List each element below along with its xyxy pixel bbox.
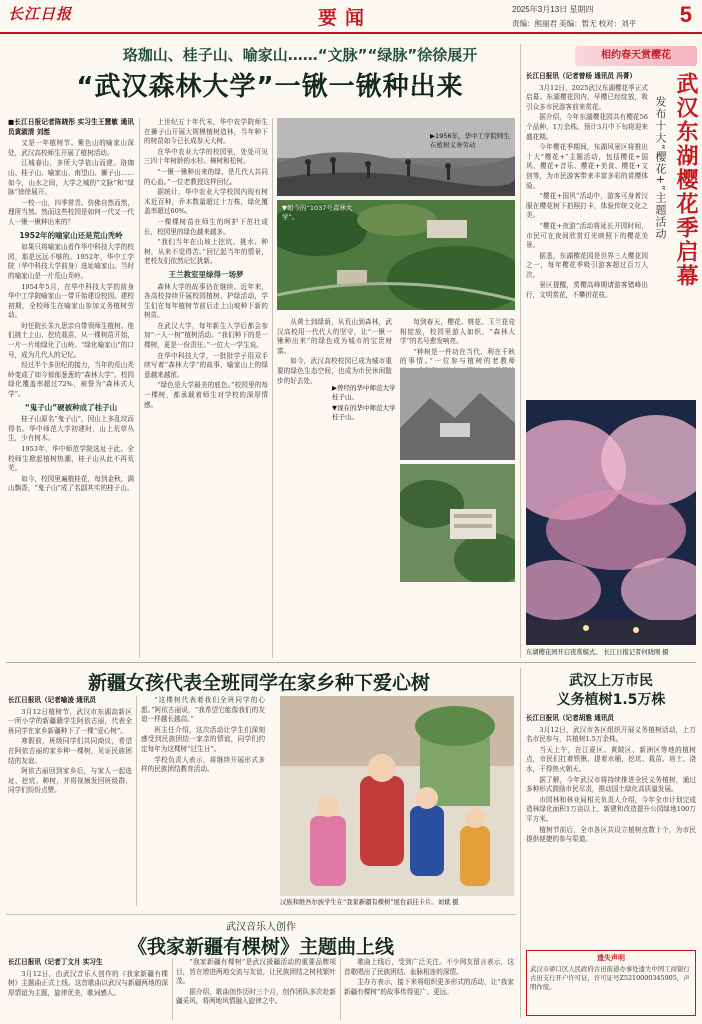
paragraph: 如今，武汉高校校园已成为城市重要的绿色生态空间，也成为市民休闲散步的好去处。 (277, 357, 392, 385)
photo-xinjiang-students (280, 696, 514, 896)
section-divider (6, 914, 516, 915)
column-rule (172, 958, 173, 1020)
paragraph: 当天上午，在江夏区、黄陂区、新洲区等地的植树点，市民们扛着铁锹、提着水桶，挖坑、栽苗、培土、浇水，干得热火朝天。 (526, 745, 696, 773)
night-blossom-image (526, 400, 696, 645)
paragraph: 经过半个多世纪的接力，当年的荒山秃岭变成了如今郁郁葱葱的“森林大学”。校园绿化覆盖率超过72%，被誉为“森林式大学”。 (8, 361, 134, 399)
paragraph: 上世纪五十年代末，华中农学院师生在狮子山开展大规模植树造林，当年种下的树苗如今已长成参天大树。 (144, 118, 268, 146)
paragraph: 3月12日植树节，武汉市东湖高新区一所小学的新疆籍学生阿依古丽，代表全班同学在家乡新疆种下了一棵“爱心树”。 (8, 707, 132, 735)
paragraph: 1953年，华中师范学院选址于此。全校师生掀起植树热潮，桂子山从此不再荒芜。 (8, 445, 134, 473)
volunteer-byline: 长江日报讯（记者胡雅 通讯员 (526, 714, 615, 722)
photo-night-cherry-blossoms (526, 400, 696, 645)
blossom-vertical-title: 武汉东湖樱花季启幕 (673, 72, 698, 288)
photo-old-guizi-mountain (400, 368, 515, 460)
paragraph: 今年樱花季期间，东湖风景区将推出十大“樱花+”主题活动，包括樱花+国风、樱花+音乐、樱花+美食、樱花+文创等，为市民游客带来丰富多彩的赏樱体验。 (526, 143, 648, 190)
paragraph: 在华中科技大学，一批批学子用双手续写着“森林大学”的故事，喻家山上的绿意越来越浓。 (144, 351, 268, 379)
volunteer-headline (526, 672, 696, 710)
paragraph: 3月12日，2025武汉东湖樱花季正式启幕。东湖樱花园内，早樱已经绽放，吸引众多市民游客前来赏花。 (526, 83, 648, 111)
paragraph: “这棵树代表着我们全班同学的心愿。”阿依古丽说，“我希望它能像我们的友谊一样越长越高。” (141, 696, 265, 724)
paragraph: “樱花+夜游”活动将延长开园时间，市民可在夜间欣赏灯光映照下的樱花美景。 (526, 221, 648, 250)
paragraph: 寒假前，班级同学们共同商议，希望在阿依古丽的家乡种一棵树，见证民族团结的友谊。 (8, 737, 132, 765)
paragraph: 在华中农业大学的校园里，处处可见三四十年树龄的水杉、樟树和松树。 (144, 147, 268, 166)
music-column-2 (176, 958, 336, 1020)
paragraph: 桂子山原名“鬼子山”，因山上多乱坟而得名。华中师范大学初建时，山上荒草丛生，少有树木。 (8, 415, 134, 443)
column-rule (139, 118, 140, 658)
page-number: 5 (679, 2, 692, 27)
photo-1956-planting (277, 118, 515, 196)
paragraph: 森林大学的故事仍在继续。近年来，各高校持续开展校园植树、护绿活动，学生们在每年植树节前后走上山坡种下新的树苗。 (144, 282, 268, 320)
music-column-1 (8, 958, 168, 1020)
xinjiang-column-2 (141, 696, 265, 906)
paragraph: “我家新疆有棵树”是武汉援疆活动的重要品牌项目，旨在增进两地交流与友谊，让民族团结之树枝繁叶茂。 (176, 958, 336, 986)
paragraph: 如今，校园里遍植桂花，每到金秋，满山飘香，“鬼子山”成了名副其实的桂子山。 (8, 474, 134, 493)
paragraph: 3月12日，由武汉音乐人创作的《我家新疆有棵树》主题曲正式上线。这首歌曲以武汉与新疆两地的深厚情谊为主题，旋律优美，歌词感人。 (8, 969, 168, 997)
column-rule (520, 668, 521, 1018)
photo-new-guizi-mountain (400, 464, 515, 582)
paragraph: 3月12日，武汉市各区组织开展义务植树活动，上万名市民参与，共植树1.5万余株。 (526, 725, 696, 744)
paragraph: 阿依古丽回到家乡后，与家人一起选址、挖坑、种树，并将视频发回班级群，同学们纷纷点赞。 (8, 767, 132, 795)
music-kicker: 武汉音乐人创作 (226, 922, 296, 933)
paragraph: 如果只将喻家山看作华中科技大学的校园，那是远远不够的。1952年，华中工学院（华中科技大学前身）选址喻家山。当时的喻家山是一片荒山秃岭。 (8, 243, 134, 280)
subhead: “鬼子山”硬被种成了桂子山 (24, 402, 118, 412)
paragraph: 主办方表示，接下来将组织更多形式的活动，让“我家新疆有棵树”的故事传得更广、更远。 (344, 978, 514, 996)
volunteer-headline-line-1: 武汉上万市民 (569, 673, 653, 689)
forest-column-2 (144, 118, 268, 658)
paragraph: 据介绍，歌曲创作历时三个月，创作团队多次赴新疆采风，将两地风情融入旋律之中。 (176, 987, 336, 1006)
paragraph: 每到春天，樱花、桃花、玉兰花竞相绽放，校园里游人如织，“森林大学”的名号愈发响亮。 (400, 318, 515, 346)
paragraph: 江城春山，多所大学依山而建。珞珈山、桂子山、喻家山、南望山、狮子山……如今，山水之间，大学之城的“文脉”和“绿脉”徐徐展开。 (8, 159, 134, 197)
section-name: 要闻 (318, 7, 373, 29)
paragraph: 据了解，今年武汉市将持续推进全民义务植树，通过多种形式鼓励市民尽责，推动国土绿化高质量发展。 (526, 775, 696, 794)
section-divider (6, 662, 696, 663)
paragraph: 班主任介绍，这次活动让学生们深刻感受到民族团结一家亲的情谊，同学们约定每年为这棵树“过生日”。 (141, 725, 265, 753)
forest-headline: “武汉森林大学”一锹一锹种出来 (76, 72, 464, 102)
paragraph: 一校一山，四季常青。仿佛自然而然，理所当然。然而这些校园是如何一代又一代人一锹一锹种出来的？ (8, 198, 134, 226)
xinjiang-headline: 新疆女孩代表全班同学在家乡种下爱心树 (87, 672, 430, 694)
forest-kicker: 珞珈山、桂子山、喻家山……“文脉”“绿脉”徐徐展开 (122, 46, 478, 64)
lost-notice-title: 遗失声明 (597, 954, 625, 962)
lost-notice-text: 武汉市硚口区人民政府古田街道办事处遗失中国工商银行古田支行开户许可证，许可证号Z5210000345905，声明作废。 (530, 965, 690, 991)
forest-column-1 (8, 118, 134, 658)
forest-byline: ■长江日报记者陈晓彤 实习生王慧敏 通讯员黄淑清 刘湉 (8, 118, 134, 136)
paragraph: 市园林和林业局相关负责人介绍，今年全市计划完成造林绿化面积1万亩以上，新建和改造提升公园绿地100万平方米。 (526, 795, 696, 823)
paragraph: 学校负责人表示，将继续开展形式多样的民族团结教育活动。 (141, 755, 265, 774)
paragraph: 据统计，华中农业大学校园内现有树木近百种，乔木数量超过十万株，绿化覆盖率超过60%。 (144, 188, 268, 216)
column-rule (340, 958, 341, 1020)
paragraph: 又是一年植树节。紫色山的喻家山深处，武汉高校师生开展了植树活动。 (8, 139, 134, 157)
paragraph: 从黄土到绿荫，从荒山到森林，武汉高校用一代代人的坚守，让“一锹一锹种出来”的绿色成为城市的宝贵财富。 (277, 318, 392, 355)
paragraph: 据悉，东湖樱花园是世界三大樱花园之一，每年樱花季吸引游客超过百万人次。 (526, 251, 648, 279)
paragraph: 歌曲上线后，受到广泛关注。不少网友留言表示，这首歌唱出了民族团结、血脉相连的深情。 (344, 958, 514, 976)
paragraph: “一锹一锹种出来的绿，是几代人共同的心血。”一位老教授这样回忆。 (144, 167, 268, 186)
subhead: 王兰教室里绿得一场梦 (168, 269, 244, 279)
blossom-byline: 长江日报讯（记者曾杨 通讯员 冯菁） (526, 72, 637, 80)
campus-building-image (400, 464, 515, 582)
students-photo-image (280, 696, 514, 896)
photo-3-caption: ▶曾经的华中师范大学桂子山。 (332, 384, 396, 401)
music-byline: 长江日报讯（记者丁文月 实习生 (8, 958, 103, 966)
cherry-blossom-tag: 相约春天赏樱花 (575, 46, 697, 66)
paragraph: 1954年5月，在华中科技大学的前身华中工学院喻家山一带开始建设校园。建校初期，全校师生在喻家山参加义务植树劳动。 (8, 282, 134, 320)
lost-notice-box (526, 950, 696, 1016)
photo-4-caption: ▼现在的华中师范大学桂子山。 (332, 404, 396, 421)
publication-date: 2025年3月13日 星期四 (512, 5, 594, 14)
xinjiang-column-1 (8, 696, 132, 906)
paragraph: “我们当年在山坡上挖坑、挑水、种树，从来不觉得苦。”回忆起当年的情景，老校友们依然记忆犹新。 (144, 238, 268, 266)
volunteer-headline-line-2: 义务植树1.5万株 (556, 692, 666, 708)
music-headline: 《我家新疆有棵树》主题曲上线 (127, 936, 394, 958)
column-rule (136, 696, 137, 906)
bw-mountain-image (400, 368, 515, 460)
newspaper-logo: 长江日报 (8, 5, 73, 23)
music-column-3 (344, 958, 514, 1020)
paragraph: 据介绍，今年东湖樱花园共有樱花56个品种、1万余株。预计3月中下旬将迎来盛花期。 (526, 113, 648, 141)
xinjiang-photo-caption: 汉族和维吾尔族学生在“我家新疆有棵树”展台前挂卡片。刘斌 摄 (280, 899, 459, 906)
xinjiang-byline: 长江日报讯（记者喻凌 通讯员 (8, 696, 97, 704)
paragraph: 景区提醒，赏樱高峰期请游客错峰出行，文明赏花，不攀折花枝。 (526, 281, 648, 300)
paragraph: “种树是一件功在当代、利在千秋的事情。”一位参与植树的老教师 (400, 347, 515, 366)
paragraph: 植树节前后，全市各区共设立植树点数十个，为市民提供便捷的参与渠道。 (526, 825, 696, 844)
column-rule (272, 118, 273, 658)
blossom-photo-caption: 东湖樱花园开启夜赏模式。 长江日报记者何晓刚 摄 (526, 649, 669, 656)
bw-landscape-image (277, 118, 515, 196)
photo-1-caption: ▶1956年，华中工学院师生在植树义务劳动 (430, 132, 511, 149)
masthead (0, 0, 702, 34)
paragraph: “绿色是大学最美的底色。”校园里的每一棵树，都承载着师生对学校的深厚情感。 (144, 381, 268, 409)
subhead: 1952年的喻家山还是荒山秃岭 (19, 230, 123, 240)
blossom-vertical-subtitle: 发布十大“樱花+”主题活动 (654, 96, 667, 240)
photo-2-caption: ▼如今的“1037号森林大学”。 (282, 204, 353, 221)
paragraph: 一棵棵树苗在师生的呵护下茁壮成长，校园里的绿色越来越多。 (144, 217, 268, 236)
paragraph: “樱花+国风”活动中，游客可身着汉服在樱花树下拍照打卡，体验传统文化之美。 (526, 192, 648, 220)
column-rule (520, 44, 521, 658)
volunteer-column (526, 714, 696, 924)
paragraph: 在武汉大学，每年新生入学后都会参加“一人一树”植树活动。“我们种下的是一棵树，更是一份责任。”一位大一学生说。 (144, 321, 268, 350)
paragraph: 时任院长朱九思亲自带领师生植树。他们挑土上山、挖坑栽苗，从一棵树苗开始，一片一片地绿化了山岭。“绿化喻家山”的口号，成为几代人的记忆。 (8, 321, 134, 359)
editor-credits: 责编：熊丽君 美编：暂无 校对：刘平 (512, 19, 637, 28)
